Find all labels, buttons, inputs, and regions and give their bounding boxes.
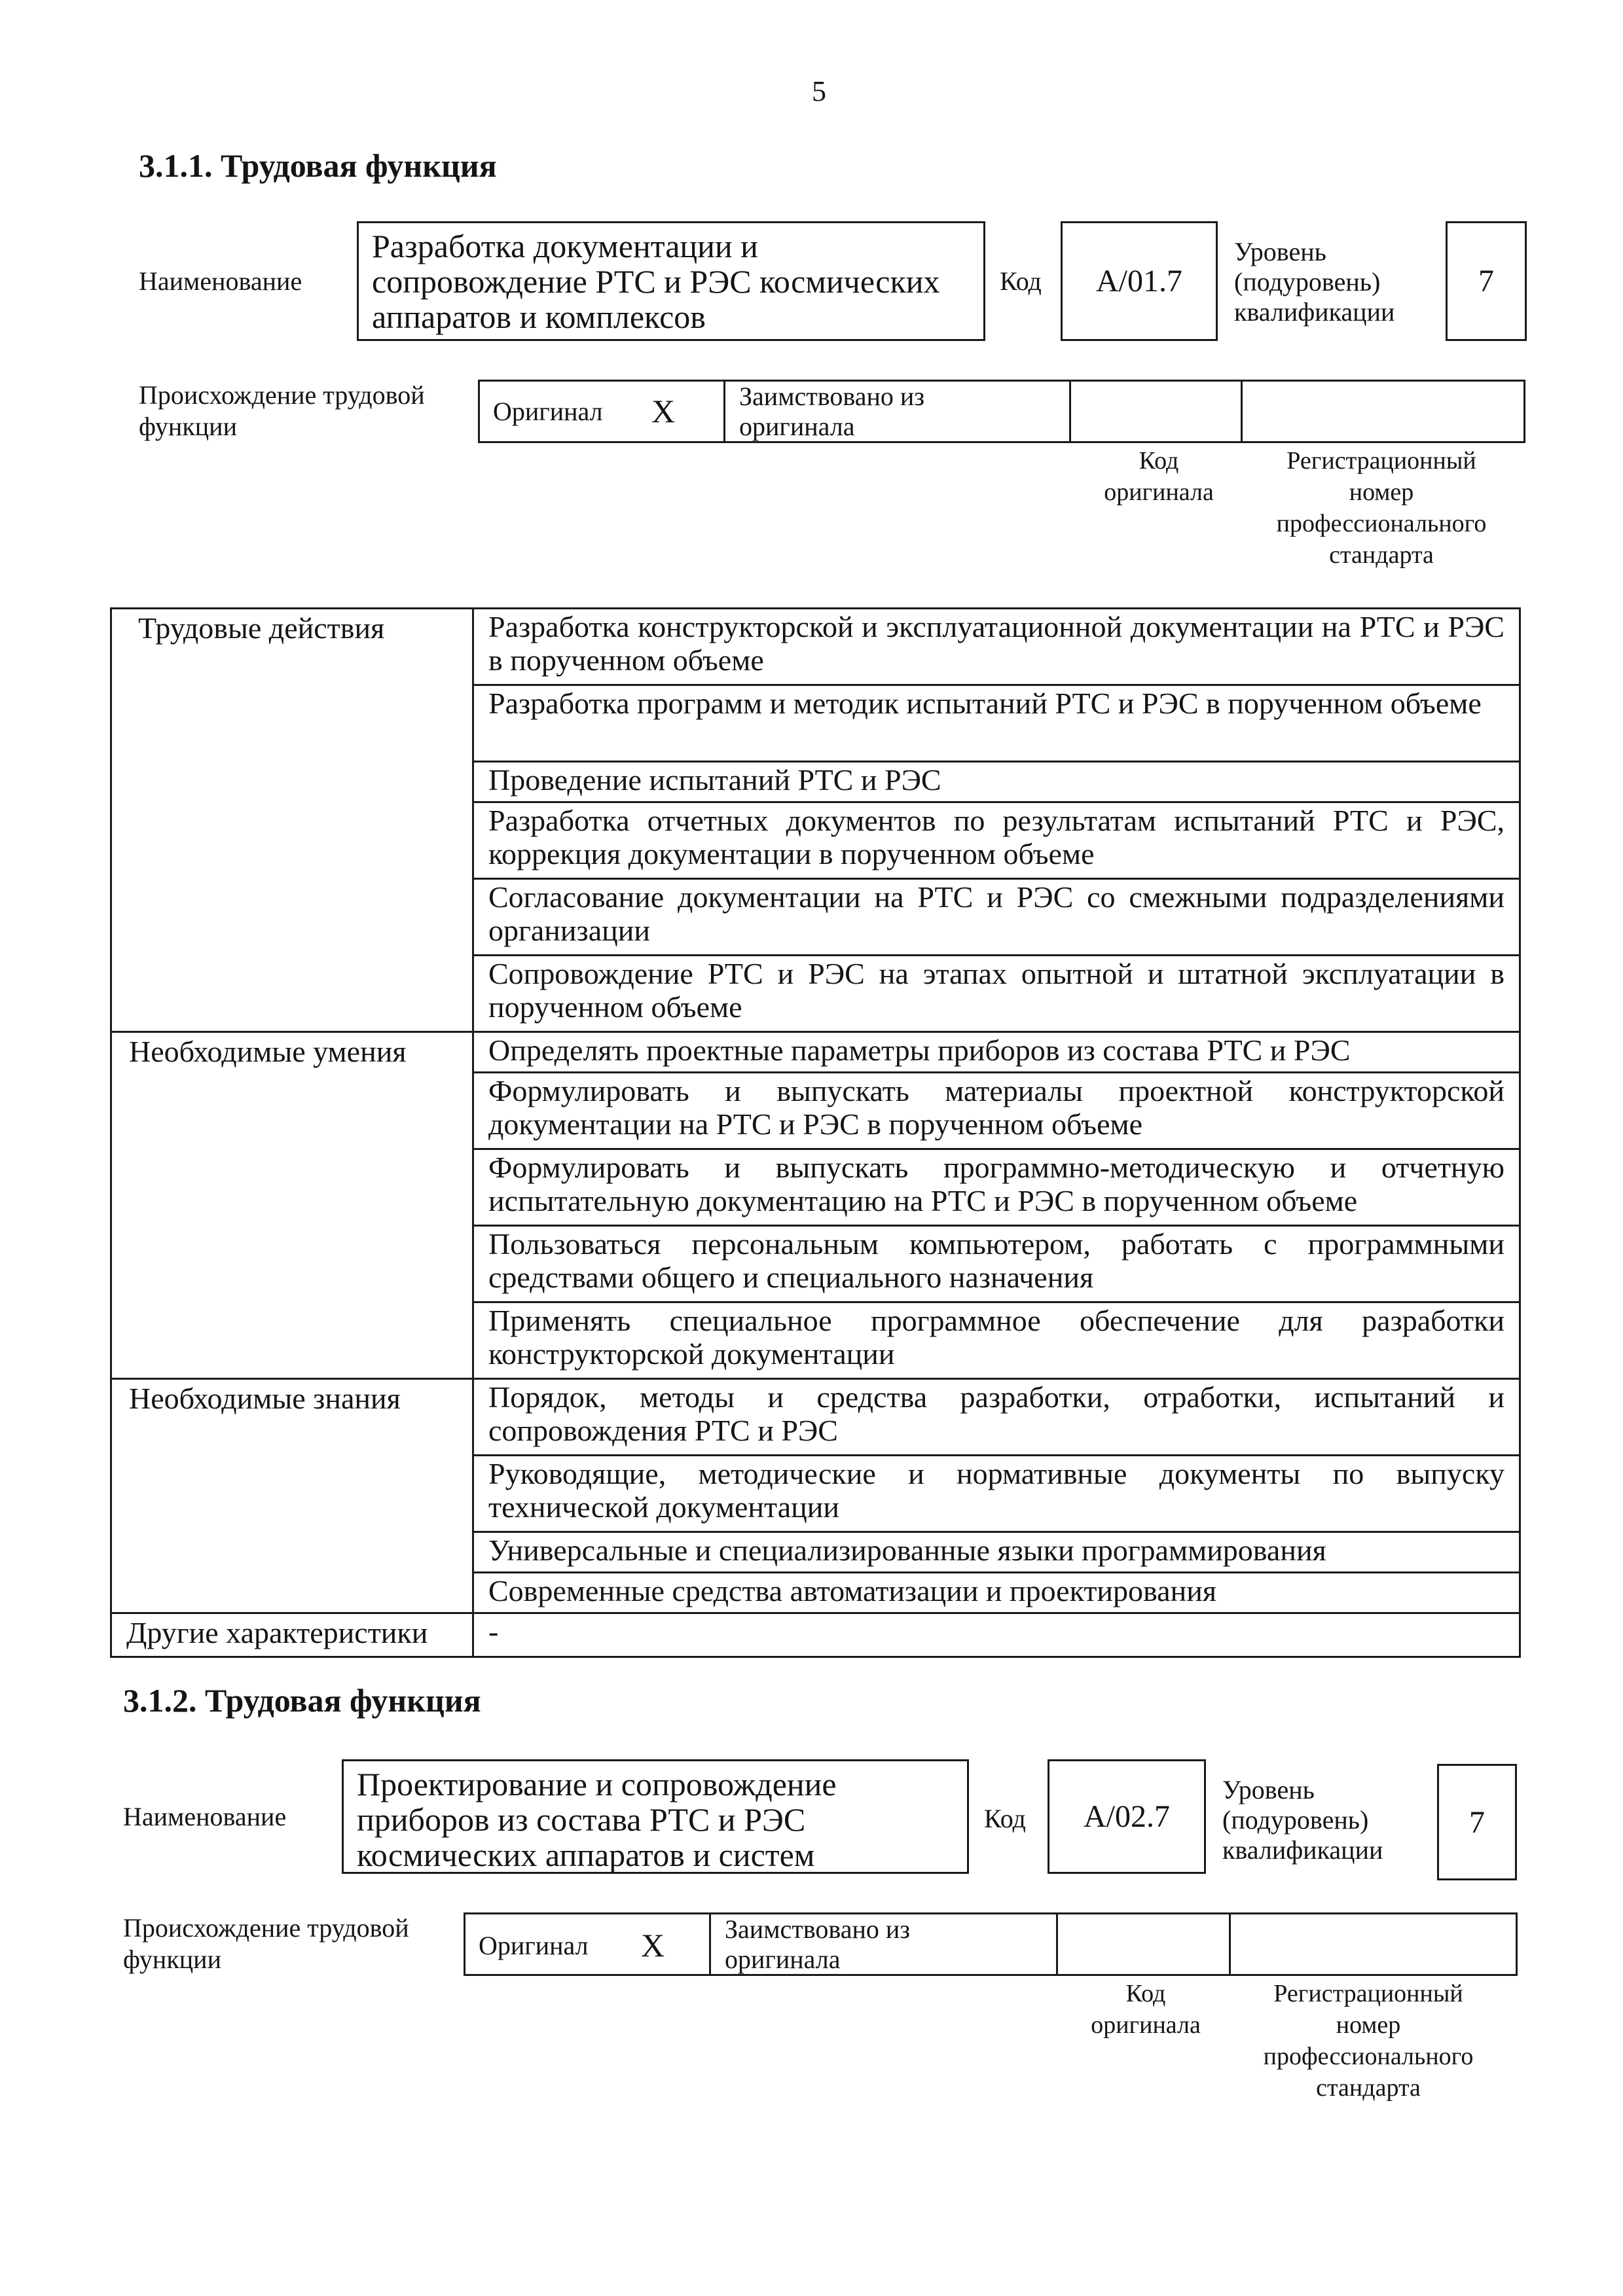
level-box-311 xyxy=(1446,221,1527,341)
name-box-312 xyxy=(342,1759,969,1874)
level-label-312 xyxy=(1222,1775,1383,1865)
table-row xyxy=(111,609,1520,685)
table-row xyxy=(111,1379,1520,1456)
reg-number-caption-311 xyxy=(1237,445,1525,571)
category-required-skills: Необходимые умения xyxy=(111,1032,473,1379)
divider xyxy=(723,382,725,441)
borrowed-label-line: Заимствовано из xyxy=(739,382,925,411)
code-box-311 xyxy=(1061,221,1218,341)
category-labor-actions: Трудовые действия xyxy=(111,609,473,1032)
skill-item: Определять проектные параметры приборов из состава РТС и РЭС xyxy=(473,1032,1520,1073)
original-mark: X xyxy=(651,393,676,429)
caption-line: номер xyxy=(1336,2011,1401,2039)
origin-label-312 xyxy=(123,1912,409,1975)
category-required-knowledge: Необходимые знания xyxy=(111,1379,473,1613)
code-original-caption-312 xyxy=(1061,1978,1231,2041)
table-row xyxy=(111,1032,1520,1073)
borrowed-label-line: оригинала xyxy=(739,412,855,441)
original-label: Оригинал xyxy=(493,397,603,426)
code-original-caption-311 xyxy=(1074,445,1244,508)
caption-line: стандарта xyxy=(1316,2074,1421,2102)
labor-function-table xyxy=(110,607,1521,1658)
labor-action-item: Согласование документации на РТС и РЭС со смежными подразделениями организации xyxy=(473,879,1520,956)
labor-action-item: Сопровождение РТС и РЭС на этапах опытной и штатной эксплуатации в порученном объеме xyxy=(473,956,1520,1032)
name-line: Разработка документации и xyxy=(372,228,758,264)
knowledge-item: Современные средства автоматизации и проектирования xyxy=(473,1573,1520,1613)
knowledge-item: Универсальные и специализированные языки программирования xyxy=(473,1532,1520,1573)
level-value: 7 xyxy=(1469,1804,1485,1840)
origin-label-line: функции xyxy=(139,412,237,441)
name-line: космических аппаратов и систем xyxy=(357,1837,815,1873)
divider xyxy=(1069,382,1071,441)
level-label-line: (подуровень) xyxy=(1222,1805,1369,1835)
skill-item: Пользоваться персональным компьютером, работать с программными средствами общего и специального назначения xyxy=(473,1226,1520,1302)
knowledge-item: Руководящие, методические и нормативные документы по выпуску технической документации xyxy=(473,1456,1520,1532)
borrowed-label xyxy=(725,1914,910,1975)
level-label-line: Уровень xyxy=(1222,1775,1315,1804)
original-mark: X xyxy=(641,1927,665,1964)
level-label-line: (подуровень) xyxy=(1234,267,1381,296)
labor-action-item: Разработка отчетных документов по результатам испытаний РТС и РЭС, коррекция документации в порученном объеме xyxy=(473,802,1520,879)
category-other: Другие характеристики xyxy=(111,1613,473,1657)
origin-label-line: функции xyxy=(123,1945,221,1974)
name-line: Проектирование и сопровождение xyxy=(357,1766,837,1803)
caption-line: оригинала xyxy=(1091,2011,1201,2039)
code-label-312: Код xyxy=(984,1804,1026,1833)
skill-item: Формулировать и выпускать материалы проектной конструкторской документации на РТС и РЭС в порученном объеме xyxy=(473,1073,1520,1149)
level-label-311 xyxy=(1234,237,1395,327)
level-box-312 xyxy=(1437,1764,1517,1880)
level-value: 7 xyxy=(1478,264,1494,298)
borrowed-label-line: Заимствовано из xyxy=(725,1914,911,1944)
divider xyxy=(1056,1914,1058,1974)
section-heading-311: 3.1.1. Трудовая функция xyxy=(139,147,497,184)
page-number: 5 xyxy=(812,75,826,107)
caption-line: профессионального xyxy=(1263,2043,1474,2070)
borrowed-label-line: оригинала xyxy=(725,1945,841,1974)
original-label: Оригинал xyxy=(479,1931,589,1960)
skill-item: Применять специальное программное обеспечение для разработки конструкторской документации xyxy=(473,1302,1520,1379)
level-label-line: квалификации xyxy=(1234,297,1395,327)
name-box-311 xyxy=(357,221,985,341)
caption-line: Код xyxy=(1139,447,1179,475)
origin-label-line: Происхождение трудовой xyxy=(123,1913,409,1943)
caption-line: профессионального xyxy=(1276,510,1487,537)
name-line: аппаратов и комплексов xyxy=(372,298,706,335)
caption-line: Регистрационный xyxy=(1273,1980,1463,2007)
name-line: сопровождение РТС и РЭС космических xyxy=(372,263,940,300)
other-value: - xyxy=(473,1613,1520,1657)
skill-item: Формулировать и выпускать программно-методическую и отчетную испытательную документацию на РТС и РЭС в порученном объеме xyxy=(473,1149,1520,1226)
origin-label-line: Происхождение трудовой xyxy=(139,380,425,410)
divider xyxy=(709,1914,711,1974)
caption-line: стандарта xyxy=(1329,541,1434,569)
table-row xyxy=(111,1613,1520,1657)
name-line: приборов из состава РТС и РЭС xyxy=(357,1801,806,1838)
section-heading-312: 3.1.2. Трудовая функция xyxy=(123,1682,481,1719)
borrowed-label xyxy=(739,382,924,442)
reg-number-caption-312 xyxy=(1224,1978,1512,2104)
caption-line: Регистрационный xyxy=(1286,447,1476,475)
code-label-311: Код xyxy=(1000,266,1042,296)
caption-line: номер xyxy=(1349,478,1414,506)
level-label-line: Уровень xyxy=(1234,237,1326,266)
origin-table-311 xyxy=(478,380,1525,443)
labor-action-item: Проведение испытаний РТС и РЭС xyxy=(473,762,1520,802)
origin-table-312 xyxy=(464,1912,1518,1976)
divider xyxy=(1241,382,1243,441)
caption-line: оригинала xyxy=(1104,478,1214,506)
code-value: A/02.7 xyxy=(1084,1799,1170,1834)
knowledge-item: Порядок, методы и средства разработки, отработки, испытаний и сопровождения РТС и РЭС xyxy=(473,1379,1520,1456)
code-value: A/01.7 xyxy=(1096,264,1182,298)
name-label-312: Наименование xyxy=(123,1802,287,1831)
divider xyxy=(1229,1914,1231,1974)
code-box-312 xyxy=(1048,1759,1206,1874)
labor-action-item: Разработка конструкторской и эксплуатационной документации на РТС и РЭС в порученном объеме xyxy=(473,609,1520,685)
caption-line: Код xyxy=(1125,1980,1166,2007)
name-label-311: Наименование xyxy=(139,266,302,296)
origin-label-311 xyxy=(139,380,425,442)
labor-action-item: Разработка программ и методик испытаний РТС и РЭС в порученном объеме xyxy=(473,685,1520,762)
level-label-line: квалификации xyxy=(1222,1835,1383,1865)
